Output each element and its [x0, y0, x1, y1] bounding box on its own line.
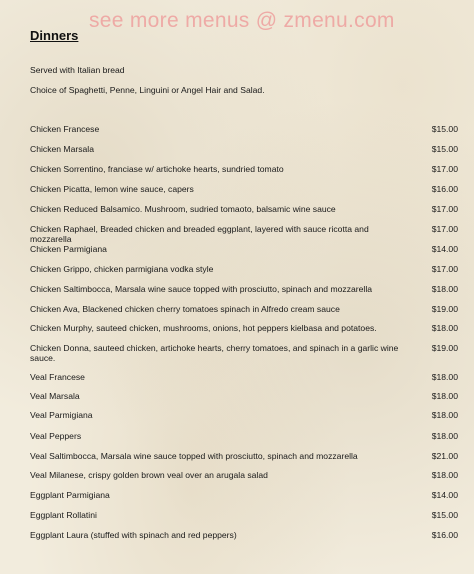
- menu-item-price: $17.00: [431, 204, 458, 214]
- menu-item-price: $18.00: [431, 372, 458, 382]
- menu-item-name: Chicken Parmigiana: [30, 244, 107, 254]
- menu-item-name: Veal Parmigiana: [30, 410, 93, 420]
- menu-item-price: $14.00: [431, 490, 458, 500]
- section-title: Dinners: [30, 28, 79, 43]
- menu-item-price: $18.00: [431, 470, 458, 480]
- menu-item-price: $18.00: [431, 284, 458, 294]
- menu-item-name: Chicken Picatta, lemon wine sauce, capers: [30, 184, 194, 194]
- menu-item-name: Chicken Reduced Balsamico. Mushroom, sudried tomaoto, balsamic wine sauce: [30, 204, 336, 214]
- menu-item-price: $15.00: [431, 510, 458, 520]
- menu-item-price: $14.00: [431, 244, 458, 254]
- menu-item-name: Veal Marsala: [30, 391, 80, 401]
- menu-item-name: Chicken Raphael, Breaded chicken and breaded eggplant, layered with sauce ricotta and mozzarella: [30, 224, 369, 244]
- menu-item-name: Chicken Francese: [30, 124, 100, 134]
- menu-item-name: Veal Peppers: [30, 431, 82, 441]
- menu-item-price: $19.00: [431, 304, 458, 314]
- menu-item-price: $18.00: [431, 410, 458, 420]
- menu-item-name: Chicken Murphy, sauteed chicken, mushrooms, onions, hot peppers kielbasa and potatoes.: [30, 323, 377, 333]
- menu-item-name: Veal Saltimbocca, Marsala wine sauce topped with prosciutto, spinach and mozzarella: [30, 451, 358, 461]
- menu-item-price: $18.00: [431, 391, 458, 401]
- menu-item-name: Chicken Saltimbocca, Marsala wine sauce topped with prosciutto, spinach and mozzarella: [30, 284, 373, 294]
- menu-item-name: Chicken Grippo, chicken parmigiana vodka style: [30, 264, 214, 274]
- menu-item-name: Eggplant Parmigiana: [30, 490, 110, 500]
- intro-line-bread: Served with Italian bread: [30, 65, 125, 75]
- menu-item-name: Chicken Donna, sauteed chicken, artichoke hearts, cherry tomatoes, and spinach in a garlic wine sauce.: [30, 343, 399, 363]
- menu-item-price: $15.00: [431, 124, 458, 134]
- menu-item-price: $15.00: [431, 144, 458, 154]
- menu-item-price: $16.00: [431, 184, 458, 194]
- menu-item-name: Eggplant Rollatini: [30, 510, 97, 520]
- menu-item-price: $21.00: [431, 451, 458, 461]
- menu-item-price: $19.00: [431, 343, 458, 353]
- menu-item-name: Veal Francese: [30, 372, 85, 382]
- menu-item-name: Chicken Marsala: [30, 144, 94, 154]
- menu-item-price: $18.00: [431, 431, 458, 441]
- menu-item-name: Eggplant Laura (stuffed with spinach and red peppers): [30, 530, 237, 540]
- menu-item-name: Chicken Sorrentino, franciase w/ artichoke hearts, sundried tomato: [30, 164, 284, 174]
- menu-item-price: $16.00: [431, 530, 458, 540]
- menu-item-price: $18.00: [431, 323, 458, 333]
- intro-line-pasta: Choice of Spaghetti, Penne, Linguini or Angel Hair and Salad.: [30, 85, 265, 95]
- menu-item-price: $17.00: [431, 224, 458, 234]
- menu-item-name: Veal Milanese, crispy golden brown veal over an arugala salad: [30, 470, 268, 480]
- menu-item-price: $17.00: [431, 164, 458, 174]
- menu-item-price: $17.00: [431, 264, 458, 274]
- watermark: see more menus @ zmenu.com: [89, 9, 395, 32]
- menu-item-name: Chicken Ava, Blackened chicken cherry tomatoes spinach in Alfredo cream sauce: [30, 304, 340, 314]
